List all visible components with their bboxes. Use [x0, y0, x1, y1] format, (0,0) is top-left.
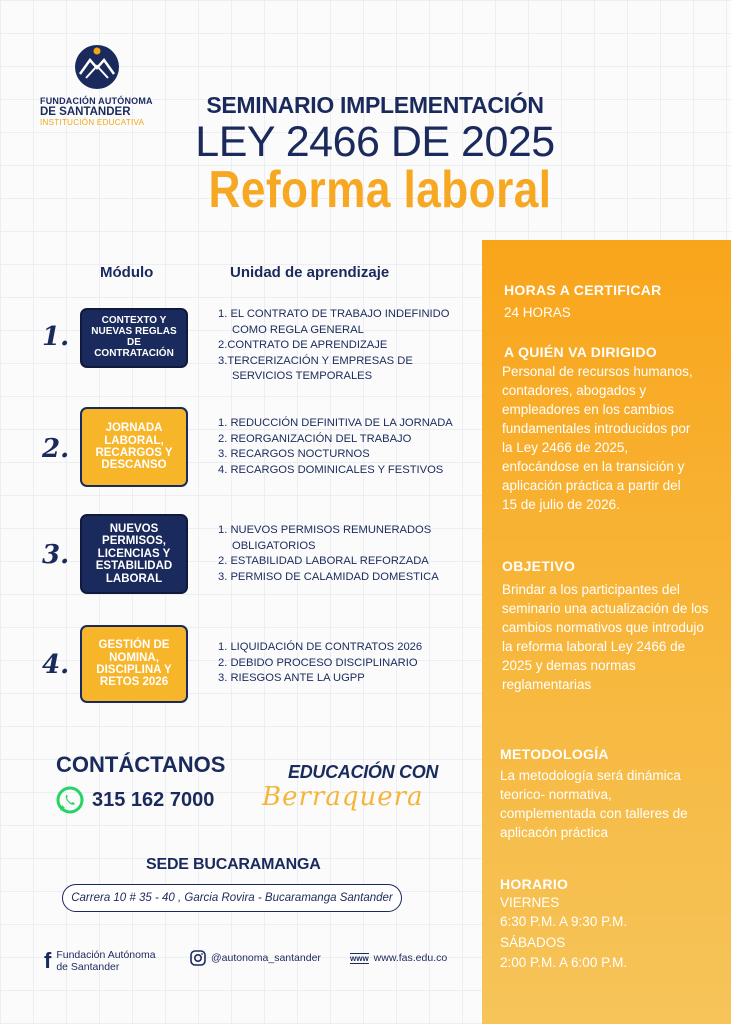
module-4-item: 1. LIQUIDACIÓN DE CONTRATOS 2026	[218, 641, 423, 653]
logo	[40, 44, 158, 128]
module-2-list	[218, 416, 476, 478]
header-module: Módulo	[100, 264, 154, 281]
module-1-item: 3.TERCERIZACIÓN Y EMPRESAS DE SERVICIOS TEMPORALES	[218, 354, 413, 382]
module-4-number: 4.	[42, 650, 70, 680]
module-1-number: 1.	[42, 322, 70, 352]
phone-number: 315 162 7000	[92, 788, 215, 811]
module-3-list	[218, 523, 476, 585]
phone-contact[interactable]	[56, 786, 214, 814]
module-2-item: 3. RECARGOS NOCTURNOS	[218, 448, 370, 460]
schedule-time-1: 6:30 P.M. A 9:30 P.M.	[500, 914, 628, 929]
title-ley: LEY 2466 DE 2025	[195, 118, 555, 166]
module-4-item: 2. DEBIDO PROCESO DISCIPLINARIO	[218, 656, 418, 669]
objective-title: OBJETIVO	[502, 558, 576, 574]
schedule-time-2: 2:00 P.M. A 6:00 P.M.	[500, 955, 628, 970]
instagram-link[interactable]	[190, 950, 321, 966]
module-2-box: JORNADA LABORAL, RECARGOS Y DESCANSO	[80, 407, 188, 487]
module-2-number: 2.	[42, 434, 70, 464]
web-link[interactable]	[350, 952, 447, 964]
header-unit: Unidad de aprendizaje	[230, 264, 390, 281]
module-1-list	[218, 307, 476, 385]
title-reforma: Reforma laboral	[208, 161, 552, 219]
module-3-item: 3. PERMISO DE CALAMIDAD DOMESTICA	[218, 570, 439, 583]
audience-title: A QUIÉN VA DIRIGIDO	[504, 344, 657, 360]
module-1-item: 1. EL CONTRATO DE TRABAJO INDEFINIDO COMO REGLA GENERAL	[218, 308, 450, 336]
logo-emblem-icon	[68, 44, 126, 90]
facebook-icon: f	[44, 948, 52, 973]
objective-text: Brindar a los participantes del seminario una actualización de los cambios normativos que introdujo la reforma laboral Ley 2466 de 2025 y demas normas reglamentarias	[502, 582, 709, 692]
module-2-item: 4. RECARGOS DOMINICALES Y FESTIVOS	[218, 463, 444, 476]
module-1-box: CONTEXTO Y NUEVAS REGLAS DE CONTRATACIÓN	[80, 308, 188, 368]
slogan-line-2: Berraquera	[262, 782, 424, 812]
module-4-box: GESTIÓN DE NOMINA, DISCIPLINA Y RETOS 2026	[80, 625, 188, 703]
web-icon: www	[350, 953, 369, 963]
audience-text: Personal de recursos humanos, contadores, abogados y empleadores en los cambios fundamentales introducidos por la Ley 2466 de 2025, enfocándose en la transición y aplicación práctica a partir del 15 de julio de 2026.	[502, 364, 693, 512]
module-2-item: 1. REDUCCIÓN DEFINITIVA DE LA JORNADA	[218, 417, 453, 429]
method-text: La metodología será dinámica teorico- normativa, complementada con talleres de aplicacón práctica	[500, 768, 688, 840]
logo-line-2: DE SANTANDER	[40, 106, 131, 118]
module-3-number: 3.	[42, 540, 70, 570]
instagram-handle: @autonoma_santander	[211, 952, 321, 964]
schedule-day-2: SÁBADOS	[500, 935, 566, 950]
module-1-item: 2.CONTRATO DE APRENDIZAJE	[218, 339, 388, 351]
schedule-title: HORARIO	[500, 876, 569, 892]
address-pill: Carrera 10 # 35 - 40 , Garcia Rovira - Bucaramanga Santander	[62, 884, 402, 912]
whatsapp-icon	[56, 786, 84, 814]
module-3-item: 2. ESTABILIDAD LABORAL REFORZADA	[218, 555, 429, 567]
method-title: METODOLOGÍA	[500, 746, 609, 762]
logo-line-1: FUNDACIÓN AUTÓNOMA	[40, 96, 153, 106]
slogan-line-1: EDUCACIÓN CON	[288, 762, 439, 782]
instagram-icon	[190, 950, 206, 966]
module-3-box: NUEVOS PERMISOS, LICENCIAS Y ESTABILIDAD LABORAL	[80, 514, 188, 594]
module-2-item: 2. REORGANIZACIÓN DEL TRABAJO	[218, 432, 412, 445]
module-4-list	[218, 640, 476, 687]
contact-title: CONTÁCTANOS	[56, 752, 226, 777]
web-url: www.fas.edu.co	[373, 952, 448, 964]
sede-title: SEDE BUCARAMANGA	[146, 856, 321, 873]
logo-line-3: INSTITUCIÓN EDUCATIVA	[40, 118, 145, 127]
facebook-line-2: de Santander	[56, 961, 120, 973]
facebook-link[interactable]	[44, 948, 156, 974]
hours-value: 24 HORAS	[504, 305, 571, 320]
schedule-day-1: VIERNES	[500, 895, 560, 910]
hours-title: HORAS A CERTIFICAR	[504, 282, 662, 298]
facebook-line-1: Fundación Autónoma	[56, 949, 156, 961]
module-3-item: 1. NUEVOS PERMISOS REMUNERADOS OBLIGATORIOS	[218, 524, 432, 552]
title-seminario: SEMINARIO IMPLEMENTACIÓN	[206, 92, 544, 118]
module-4-item: 3. RIESGOS ANTE LA UGPP	[218, 672, 365, 684]
